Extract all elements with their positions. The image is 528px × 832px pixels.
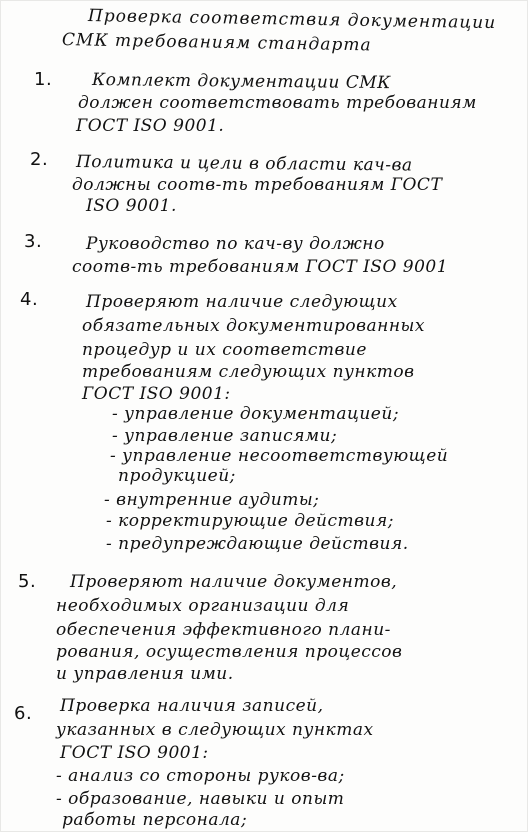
item-4-line-3: процедур и их соответствие: [82, 340, 367, 360]
item-3-number: 3.: [24, 231, 43, 252]
item-6-number: 6.: [14, 703, 33, 724]
item-2-line-2: должны соотв-ть требованиям ГОСТ: [72, 175, 443, 195]
page-title-line-2: СМК требованиям стандарта: [61, 30, 372, 56]
item-5-number: 5.: [18, 571, 37, 592]
item-6-list-2-cont: работы персонала;: [62, 810, 248, 830]
item-1-line-2: должен соответствовать требованиям: [78, 93, 477, 113]
item-5-line-4: рования, осуществления процессов: [56, 642, 403, 662]
item-6-line-1: Проверка наличия записей,: [60, 696, 324, 716]
item-4-list-5: - корректирующие действия;: [106, 511, 394, 531]
item-1-number: 1.: [34, 69, 53, 90]
item-3-line-1: Руководство по кач-ву должно: [86, 234, 385, 254]
item-4-line-1: Проверяют наличие следующих: [86, 292, 398, 312]
item-4-list-4: - внутренние аудиты;: [104, 490, 320, 510]
item-4-list-6: - предупреждающие действия.: [106, 534, 409, 554]
item-5-line-3: обеспечения эффективного плани-: [56, 620, 391, 640]
item-3-line-2: соотв-ть требованиям ГОСТ ISO 9001: [72, 257, 449, 277]
item-4-line-5: ГОСТ ISO 9001:: [82, 384, 231, 404]
item-5-line-1: Проверяют наличие документов,: [70, 572, 398, 592]
item-2-number: 2.: [30, 149, 49, 170]
item-2-line-1: Политика и цели в области кач-ва: [75, 152, 413, 176]
item-1-line-1: Комплект документации СМК: [91, 70, 391, 94]
page-title-line-1: Проверка соответствия документации: [87, 6, 497, 34]
item-6-line-2: указанных в следующих пунктах: [56, 720, 374, 740]
item-4-list-1: - управление документацией;: [112, 404, 400, 424]
item-4-number: 4.: [20, 289, 39, 310]
item-4-list-3-cont: продукцией;: [118, 466, 236, 486]
item-4-line-4: требованиям следующих пунктов: [82, 362, 415, 382]
item-5-line-5: и управления ими.: [56, 664, 234, 684]
item-2-line-3: ISO 9001.: [86, 196, 177, 216]
item-5-line-2: необходимых организации для: [56, 596, 350, 616]
item-6-list-1: - анализ со стороны руков-ва;: [56, 766, 345, 786]
item-4-line-2: обязательных документированных: [82, 316, 425, 336]
item-4-list-2: - управление записями;: [112, 426, 338, 446]
item-6-line-3: ГОСТ ISO 9001:: [60, 743, 209, 763]
item-1-line-3: ГОСТ ISO 9001.: [76, 116, 225, 136]
item-6-list-2: - образование, навыки и опыт: [56, 789, 345, 809]
item-4-list-3: - управление несоответствующей: [110, 446, 449, 466]
